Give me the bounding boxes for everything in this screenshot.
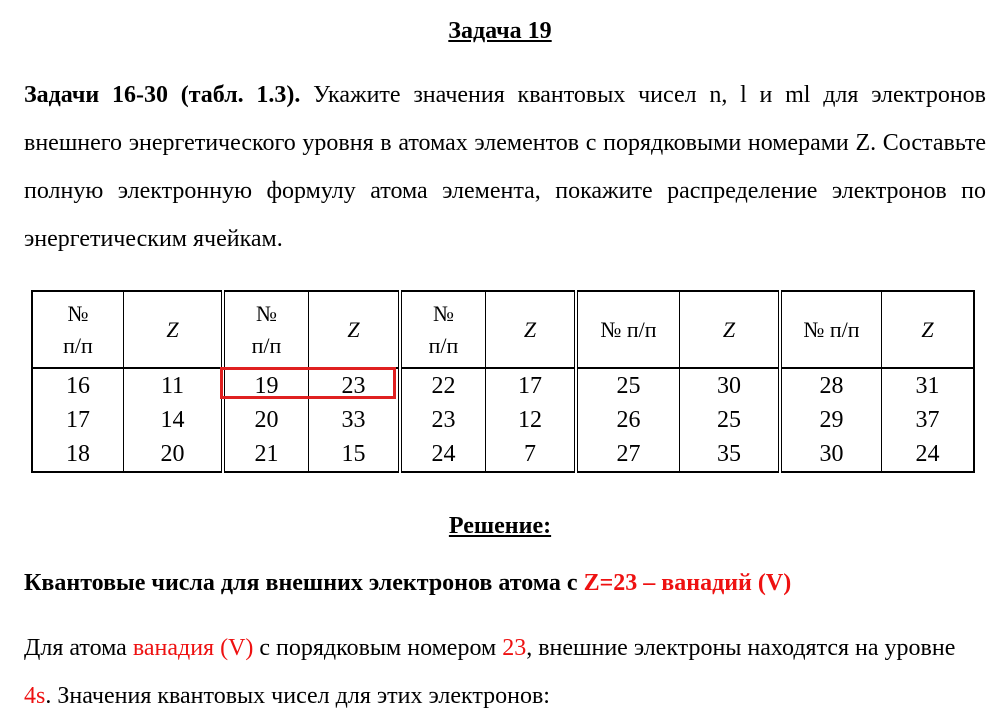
table-cell: 19 [223,368,309,403]
table-row [32,368,974,403]
table-cell: 25 [680,403,781,437]
table-cell: 15 [309,437,401,472]
header-cell: № п/п [400,291,486,368]
header-cell: Z [680,291,781,368]
table-cell: 33 [309,403,401,437]
table-cell: 30 [680,368,781,403]
table-cell: 21 [223,437,309,472]
header-cell: № п/п [32,291,124,368]
problem-ref: Задачи 16-30 (табл. 1.3). [24,82,301,108]
header-cell: № п/п [223,291,309,368]
element-name: ванадия (V) [132,635,254,661]
header-cell: Z [124,291,224,368]
table-cell: 20 [124,437,224,472]
header-cell: Z [882,291,975,368]
body-text: Для атома [24,635,133,661]
body-text: , внешние электроны находятся на уровне [526,635,956,661]
body-text: с порядковым номером [253,635,503,661]
table-cell: 7 [486,437,577,472]
problem-text: Укажите значения квантовых чисел n, l и ml для электронов внешнего энергетического уровня в атомах элементов с порядковыми номерами Z. Составьте полную электронную формулу атома элемента, покажите распределение электронов по энергетическим ячейкам. [24,82,986,252]
table-cell: 17 [32,403,124,437]
header-cell: № п/п [576,291,680,368]
table-row [32,437,974,472]
table-cell: 25 [576,368,680,403]
table-cell: 29 [780,403,882,437]
atomic-number: 23 [502,635,527,661]
problem-statement [24,71,986,263]
body-text: . Значения квантовых чисел для этих электронов: [45,683,550,709]
table-cell: 24 [882,437,975,472]
table-cell: 28 [780,368,882,403]
table-cell: 31 [882,368,975,403]
table-cell: 24 [400,437,486,472]
table-cell: 35 [680,437,781,472]
energy-level: 4s [24,683,46,709]
subtitle-text: Квантовые числа для внешних электронов атома с [24,570,584,596]
table-cell: 16 [32,368,124,403]
solution-subtitle [24,570,791,597]
table-cell: 11 [124,368,224,403]
header-cell: Z [486,291,577,368]
table-cell: 37 [882,403,975,437]
data-table [31,290,975,473]
table-cell: 23 [400,403,486,437]
page-title: Задача 19 [448,18,552,44]
header-cell: Z [309,291,401,368]
header-cell: № п/п [780,291,882,368]
table-cell: 20 [223,403,309,437]
table-cell: 18 [32,437,124,472]
table-cell: 17 [486,368,577,403]
table-cell: 23 [309,368,401,403]
solution-paragraph [24,624,986,720]
table-cell: 26 [576,403,680,437]
table-cell: 30 [780,437,882,472]
subtitle-highlight: Z=23 – ванадий (V) [583,570,792,596]
table-cell: 14 [124,403,224,437]
table-cell: 12 [486,403,577,437]
table-row [32,403,974,437]
table-cell: 22 [400,368,486,403]
table-cell: 27 [576,437,680,472]
table-header-row [32,291,974,368]
solution-heading: Решение: [448,513,552,539]
